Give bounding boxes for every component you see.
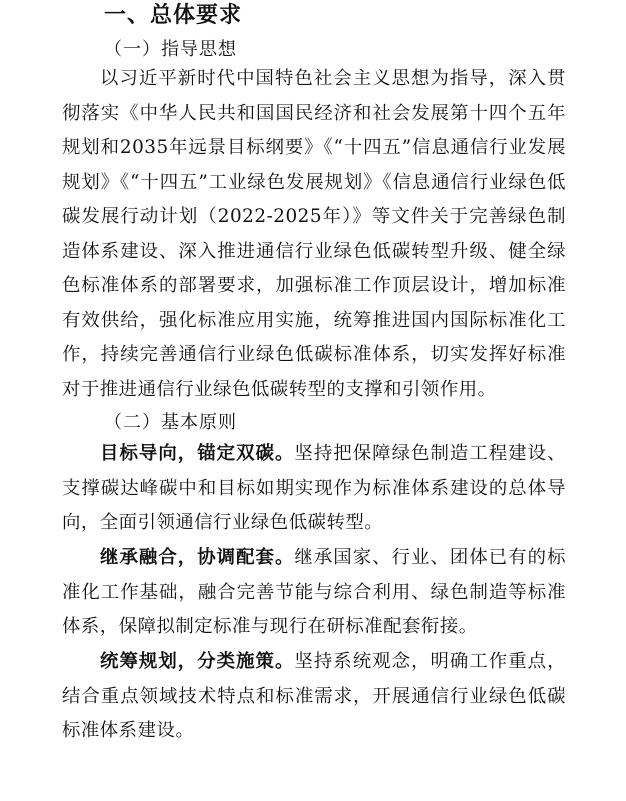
principle-body: 坚持把保障绿色制造工程建设、支撑碳达峰碳中和目标如期实现作为标准体系建设的总体导向，全面引领通信行业绿色低碳转型。 [62,443,566,533]
principle-item [62,541,566,645]
principle-item [62,437,566,541]
principle-item [62,645,566,749]
guiding-heading: （一）指导思想 [104,39,237,60]
principle-lead: 继承融合，协调配套。 [100,547,295,568]
principle-lead: 目标导向，锚定双碳。 [100,443,295,464]
principle-lead: 统筹规划，分类施策。 [100,651,295,672]
guiding-paragraph: 以习近平新时代中国特色社会主义思想为指导，深入贯彻落实《中华人民共和国国民经济和社会发展第十四个五年规划和2035年远景目标纲要》《“十四五”信息通信行业发展规划》《“十四五”工业绿色发展规划》《信息通信行业绿色低碳发展行动计划（2022-2025年）》等文件关于完善绿色制造体系建设、深入推进通信行业绿色低碳转型升级、健全绿色标准体系的部署要求，加强标准工作顶层设计，增加标准有效供给，强化标准应用实施，统筹推进国内国际标准化工作，持续完善通信行业绿色低碳标准体系，切实发挥好标准对于推进通信行业绿色低碳转型的支撑和引领作用。 [62,68,566,400]
section-title: 一、总体要求 [104,3,243,28]
principles-heading: （二）基本原则 [104,412,237,433]
principle-body: 继承国家、行业、团体已有的标准化工作基础，融合完善节能与综合利用、绿色制造等标准体系，保障拟制定标准与现行在研标准配套衔接。 [62,547,566,637]
principle-body: 坚持系统观念，明确工作重点，结合重点领域技术特点和标准需求，开展通信行业绿色低碳标准体系建设。 [62,651,566,741]
